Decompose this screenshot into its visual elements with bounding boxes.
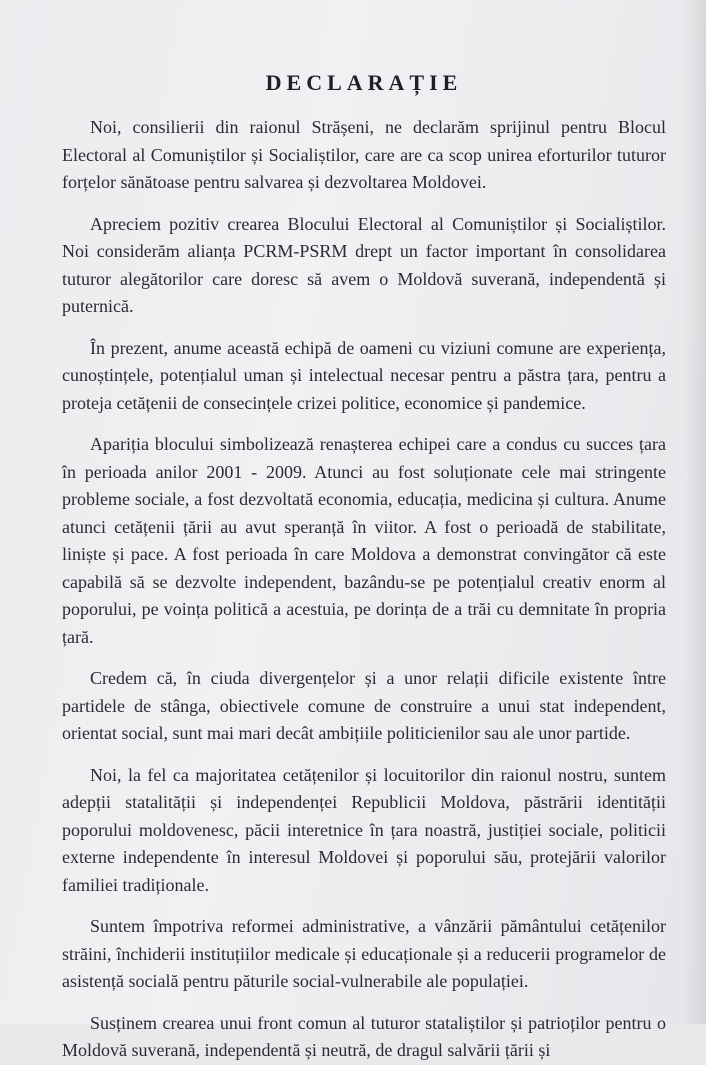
paragraph-history: Apariția blocului simbolizează renașterea echipei care a condus cu succes țara în perioada anilor 2001 - 2009. Atunci au fost soluționate cele mai stringente probleme sociale, a fost dezvoltată economia, educația, medicina și cultura. Anume atunci cetățenii țării au avut speranță în viitor. A fost o perioadă de stabilitate, liniște și pace. A fost perioada în care Moldova a demonstrat convingător că este capabilă să se dezvolte independent, bazându-se pe potențialul creativ enorm al poporului, pe voința politică a acestuia, pe dorința de a trăi cu demnitate în propria țară. xyxy=(62,434,666,647)
page-edge-shadow xyxy=(684,0,706,1024)
paragraph-appreciation: Apreciem pozitiv crearea Blocului Electoral al Comuniștilor și Socialiștilor. Noi considerăm alianța PCRM-PSRM drept un factor important în consolidarea tuturor alegătorilor care doresc să avem o Moldovă suverană, independentă și puternică. xyxy=(62,213,666,316)
paragraph-common-front: Susținem crearea unui front comun al tuturor stataliștilor și patrioților pentru o Moldovă suverană, independentă și neutră, de dragul salvării țării și xyxy=(62,1012,666,1060)
paragraph-support: Noi, consilierii din raionul Strășeni, ne declarăm sprijinul pentru Blocul Electoral al Comuniștilor și Socialiștilor, care are ca scop unirea eforturilor tuturor forțelor sănătoase pentru salvarea și dezvoltarea Moldovei. xyxy=(62,117,666,192)
paragraph-values: Noi, la fel ca majoritatea cetățenilor și locuitorilor din raionul nostru, suntem adepții statalității și independenței Republicii Moldova, păstrării identității poporului moldovenesc, păcii interetnice în țara noastră, justiției sociale, politicii externe independente în interesul Moldovei și poporului său, protejării valorilor familiei tradiționale. xyxy=(62,764,666,895)
paragraph-opposition: Suntem împotriva reformei administrative, a vânzării pământului cetățenilor străini, închiderii instituțiilor medicale și educaționale și a reducerii programelor de asistență socială pentru păturile social-vulnerabile ale populației. xyxy=(62,916,666,991)
paragraph-divergences: Credem că, în ciuda divergențelor și a unor relații dificile existente între partidele de stânga, obiectivele comune de construire a unui stat independent, orientat social, sunt mai mari decât ambițiile politicienilor sau ale unor partide. xyxy=(62,668,666,743)
paragraph-present: În prezent, anume această echipă de oameni cu viziuni comune are experiența, cunoștințele, potențialul uman și intelectual necesar pentru a păstra țara, pentru a proteja cetățenii de consecințele crizei politice, economice și pandemice. xyxy=(62,337,666,413)
document-title: DECLARAȚIE xyxy=(265,70,463,95)
